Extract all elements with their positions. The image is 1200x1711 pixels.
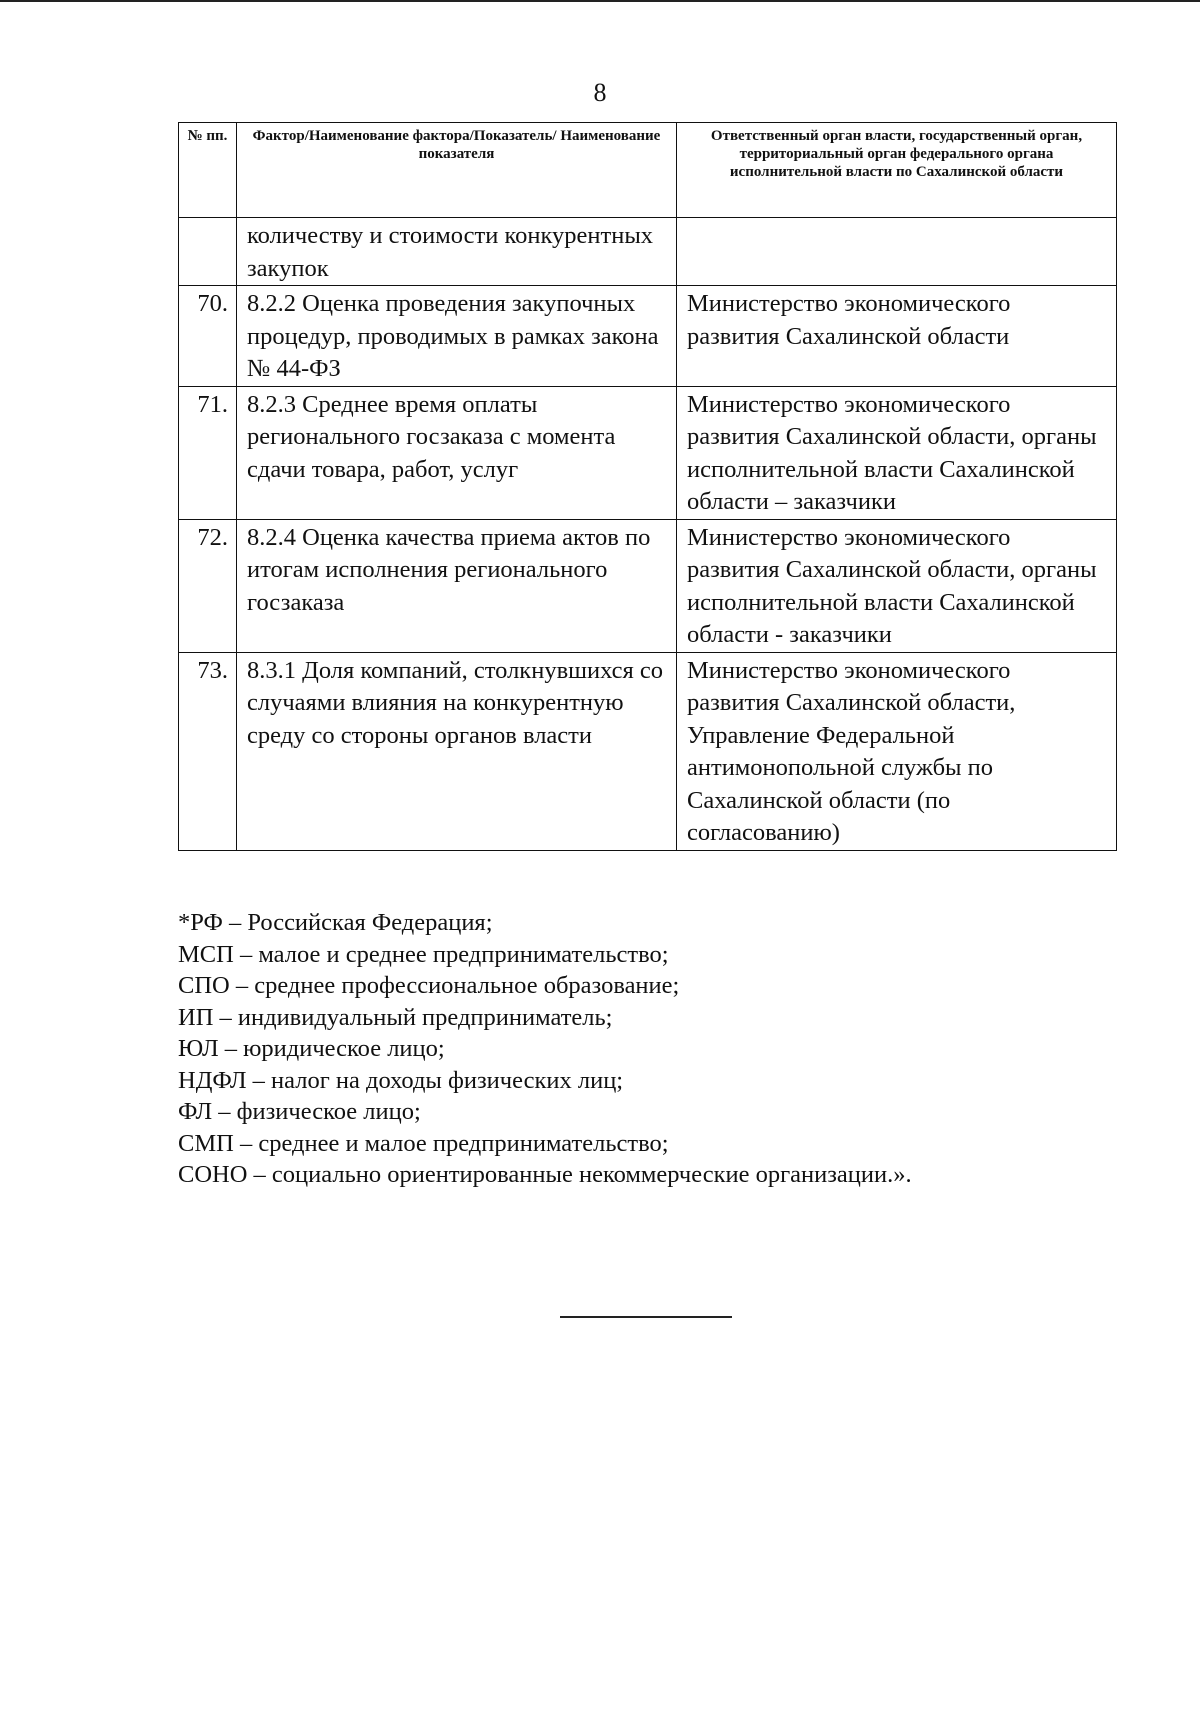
row-factor: 8.2.2 Оценка проведения закупочных процедур, проводимых в рамках закона № 44-ФЗ	[237, 286, 677, 387]
row-factor: 8.2.3 Среднее время оплаты регионального госзаказа с момента сдачи товара, работ, услуг	[237, 386, 677, 519]
row-responsible: Министерство экономического развития Сахалинской области, Управление Федеральной антимонопольной службы по Сахалинской области (по согласованию)	[677, 652, 1117, 850]
header-num: № пп.	[179, 123, 237, 218]
abbreviation-note: ФЛ – физическое лицо;	[178, 1098, 421, 1125]
abbreviation-note: ЮЛ – юридическое лицо;	[178, 1035, 445, 1062]
table-row	[179, 286, 1117, 387]
table-header-row	[179, 123, 1117, 218]
row-factor: 8.2.4 Оценка качества приема актов по итогам исполнения регионального госзаказа	[237, 519, 677, 652]
abbreviation-note: НДФЛ – налог на доходы физических лиц;	[178, 1066, 624, 1094]
row-num: 73.	[179, 652, 237, 850]
table-row	[179, 519, 1117, 652]
abbreviation-note: СОНО – социально ориентированные некоммерческие организации.».	[178, 1161, 912, 1188]
table-row	[179, 652, 1117, 850]
row-factor: количеству и стоимости конкурентных закупок	[237, 218, 677, 286]
abbreviation-note: СПО – среднее профессиональное образование;	[178, 972, 680, 999]
row-responsible: Министерство экономического развития Сахалинской области	[677, 286, 1117, 387]
abbreviation-note: ИП – индивидуальный предприниматель;	[178, 1003, 613, 1031]
row-responsible	[677, 218, 1117, 286]
abbreviation-note: *РФ – Российская Федерация;	[178, 909, 493, 936]
indicators-table	[178, 122, 1117, 851]
row-responsible: Министерство экономического развития Сахалинской области, органы исполнительной власти Сахалинской области – заказчики	[677, 386, 1117, 519]
row-factor: 8.3.1 Доля компаний, столкнувшихся со случаями влияния на конкурентную среду со стороны органов власти	[237, 652, 677, 850]
end-separator-line	[560, 1316, 732, 1318]
row-responsible: Министерство экономического развития Сахалинской области, органы исполнительной власти Сахалинской области - заказчики	[677, 519, 1117, 652]
top-border-line	[0, 0, 1200, 2]
header-responsible: Ответственный орган власти, государственный орган, территориальный орган федерального органа исполнительной власти по Сахалинской области	[677, 123, 1117, 218]
row-num: 71.	[179, 386, 237, 519]
abbreviation-note: МСП – малое и среднее предпринимательство;	[178, 940, 669, 968]
abbreviation-note: СМП – среднее и малое предпринимательство;	[178, 1129, 669, 1157]
page-number: 8	[593, 78, 607, 107]
header-factor: Фактор/Наименование фактора/Показатель/ Наименование показателя	[237, 123, 677, 218]
row-num: 70.	[179, 286, 237, 387]
table-row	[179, 218, 1117, 286]
row-num: 72.	[179, 519, 237, 652]
abbreviations-list	[178, 907, 1138, 1191]
row-num	[179, 218, 237, 286]
table-row	[179, 386, 1117, 519]
